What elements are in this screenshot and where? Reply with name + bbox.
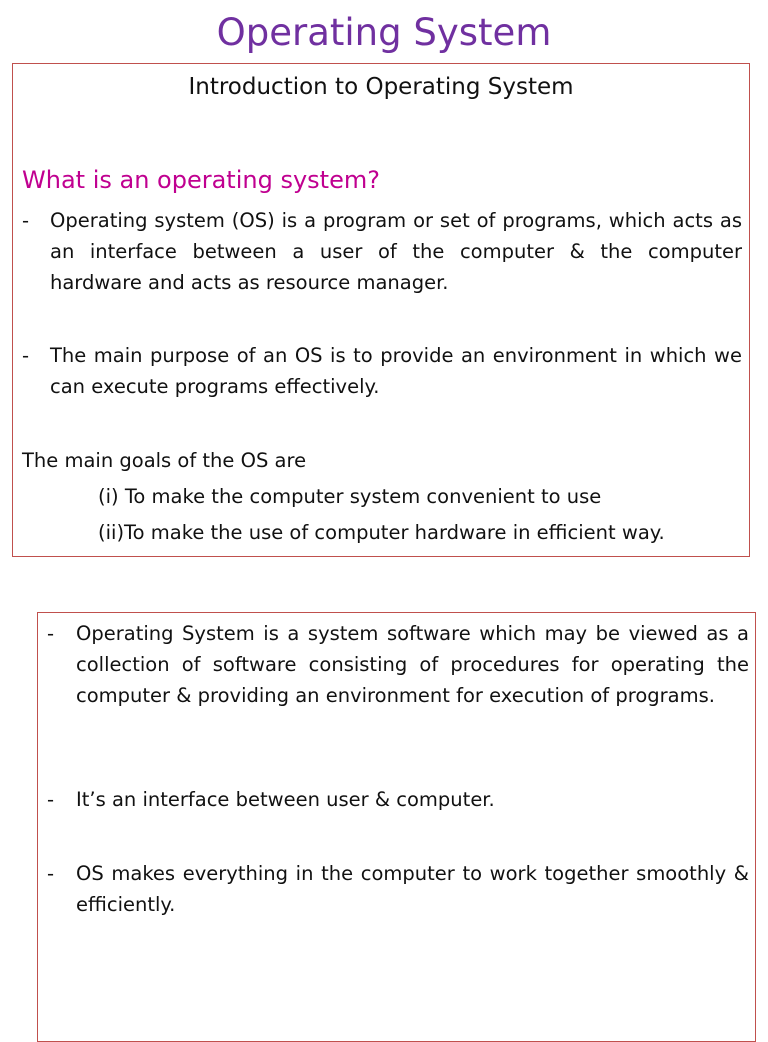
- bullet-dash: -: [47, 788, 55, 811]
- bullet-dash: -: [22, 209, 30, 232]
- goal-item: (i) To make the computer system convenient to use: [98, 485, 602, 508]
- bullet-text: The main purpose of an OS is to provide an environment in which we can execute programs effectively.: [50, 344, 742, 398]
- bullet-text: It’s an interface between user & computer.: [76, 788, 495, 811]
- bullet-dash: -: [47, 862, 55, 885]
- bullet-text: Operating System is a system software which may be viewed as a collection of software consisting of procedures for operating the computer & providing an environment for execution of programs.: [76, 622, 749, 707]
- question-heading: What is an operating system?: [22, 166, 380, 194]
- bullet-dash: -: [22, 344, 30, 367]
- bullet-dash: -: [47, 622, 55, 645]
- page-title: Operating System: [216, 11, 552, 54]
- bullet-text: Operating system (OS) is a program or set of programs, which acts as an interface between a user of the computer & the computer hardware and acts as resource manager.: [50, 209, 742, 294]
- goal-item: (ii)To make the use of computer hardware in efficient way.: [98, 521, 665, 544]
- bullet-text: OS makes everything in the computer to work together smoothly & efficiently.: [76, 862, 749, 916]
- goals-intro: The main goals of the OS are: [22, 449, 307, 472]
- section-subtitle: Introduction to Operating System: [188, 74, 574, 100]
